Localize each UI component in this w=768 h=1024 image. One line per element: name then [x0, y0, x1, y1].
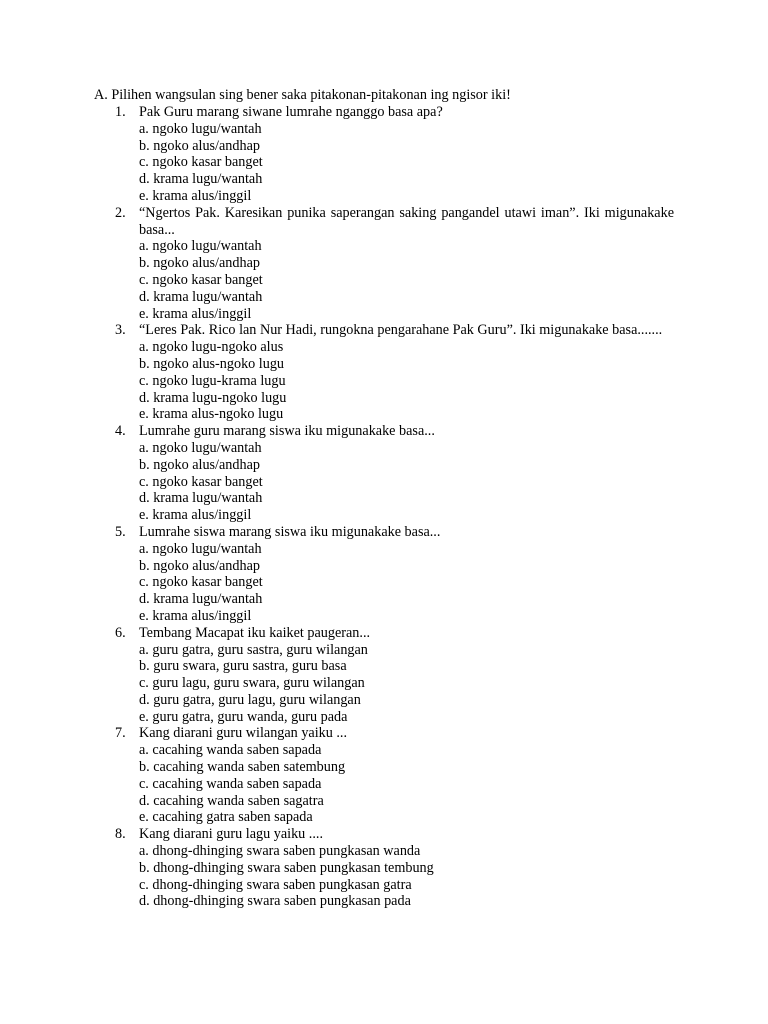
answer-option[interactable]: a. ngoko lugu/wantah: [139, 540, 262, 557]
question-item: [94, 322, 674, 423]
answer-option[interactable]: a. ngoko lugu/wantah: [139, 238, 262, 255]
question-number: 4.: [115, 423, 126, 440]
answer-option[interactable]: c. ngoko lugu-krama lugu: [139, 372, 286, 389]
answer-options: [139, 339, 674, 423]
answer-option[interactable]: b. guru swara, guru sastra, guru basa: [139, 658, 347, 675]
question-item: [94, 104, 674, 205]
answer-option[interactable]: d. krama lugu/wantah: [139, 288, 263, 305]
question-text: Lumrahe siswa marang siswa iku migunakake basa...: [139, 523, 441, 540]
answer-option[interactable]: c. ngoko kasar banget: [139, 154, 263, 171]
answer-option[interactable]: c. dhong-dhinging swara saben pungkasan gatra: [139, 876, 412, 893]
answer-option[interactable]: a. guru gatra, guru sastra, guru wilangan: [139, 641, 368, 658]
answer-option[interactable]: e. krama alus/inggil: [139, 507, 252, 524]
question-text: “Leres Pak. Rico lan Nur Hadi, rungokna pengarahane Pak Guru”. Iki migunakake basa.......: [139, 322, 663, 339]
question-text: Kang diarani guru wilangan yaiku ...: [139, 725, 348, 742]
answer-option[interactable]: e. krama alus-ngoko lugu: [139, 406, 284, 423]
answer-option[interactable]: d. krama lugu/wantah: [139, 490, 263, 507]
question-item: [94, 423, 674, 524]
question-text: Tembang Macapat iku kaiket paugeran...: [139, 624, 371, 641]
answer-option[interactable]: d. dhong-dhinging swara saben pungkasan pada: [139, 893, 411, 910]
answer-option[interactable]: d. krama lugu/wantah: [139, 171, 263, 188]
answer-option[interactable]: a. ngoko lugu-ngoko alus: [139, 339, 284, 356]
answer-option[interactable]: b. ngoko alus/andhap: [139, 557, 260, 574]
answer-option[interactable]: d. krama lugu-ngoko lugu: [139, 389, 287, 406]
question-item: [94, 205, 674, 323]
question-text: “Ngertos Pak. Karesikan punika saperangan saking pangandel utawi iman”. Iki migunakake basa...: [139, 204, 674, 238]
answer-option[interactable]: e. krama alus/inggil: [139, 305, 252, 322]
question-number: 2.: [115, 204, 126, 221]
answer-option[interactable]: c. cacahing wanda saben sapada: [139, 775, 322, 792]
question-number: 5.: [115, 523, 126, 540]
answer-option[interactable]: e. cacahing gatra saben sapada: [139, 809, 313, 826]
answer-option[interactable]: b. ngoko alus-ngoko lugu: [139, 355, 285, 372]
answer-options: [139, 742, 674, 826]
answer-option[interactable]: d. krama lugu/wantah: [139, 591, 263, 608]
answer-options: [139, 121, 674, 205]
answer-options: [139, 440, 674, 524]
answer-option[interactable]: e. krama alus/inggil: [139, 187, 252, 204]
answer-options: [139, 642, 674, 726]
question-text: Kang diarani guru lagu yaiku ....: [139, 826, 323, 843]
answer-option[interactable]: d. guru gatra, guru lagu, guru wilangan: [139, 691, 361, 708]
question-number: 7.: [115, 725, 126, 742]
answer-option[interactable]: a. dhong-dhinging swara saben pungkasan wanda: [139, 843, 421, 860]
question-number: 8.: [115, 826, 126, 843]
answer-options: [139, 541, 674, 625]
question-item: [94, 725, 674, 826]
answer-option[interactable]: c. ngoko kasar banget: [139, 473, 263, 490]
answer-options: [139, 238, 674, 322]
answer-options: [139, 843, 674, 910]
question-text: Lumrahe guru marang siswa iku migunakake basa...: [139, 423, 435, 440]
answer-option[interactable]: c. ngoko kasar banget: [139, 271, 263, 288]
answer-option[interactable]: c. ngoko kasar banget: [139, 574, 263, 591]
question-number: 3.: [115, 322, 126, 339]
question-text: Pak Guru marang siwane lumrahe nganggo basa apa?: [139, 104, 443, 120]
answer-option[interactable]: b. dhong-dhinging swara saben pungkasan tembung: [139, 859, 434, 876]
answer-option[interactable]: b. cacahing wanda saben satembung: [139, 759, 346, 776]
question-number: 6.: [115, 624, 126, 641]
answer-option[interactable]: a. cacahing wanda saben sapada: [139, 742, 322, 759]
answer-option[interactable]: a. ngoko lugu/wantah: [139, 439, 262, 456]
question-item: [94, 826, 674, 910]
answer-option[interactable]: e. guru gatra, guru wanda, guru pada: [139, 708, 348, 725]
answer-option[interactable]: a. ngoko lugu/wantah: [139, 120, 262, 137]
answer-option[interactable]: e. krama alus/inggil: [139, 607, 252, 624]
question-number: 1.: [115, 104, 126, 120]
answer-option[interactable]: b. ngoko alus/andhap: [139, 137, 260, 154]
answer-option[interactable]: b. ngoko alus/andhap: [139, 255, 260, 272]
question-item: [94, 524, 674, 625]
answer-option[interactable]: d. cacahing wanda saben sagatra: [139, 792, 324, 809]
question-item: [94, 625, 674, 726]
answer-option[interactable]: b. ngoko alus/andhap: [139, 456, 260, 473]
question-list: [94, 104, 674, 910]
section-title: A. Pilihen wangsulan sing bener saka pitakonan-pitakonan ing ngisor iki!: [94, 87, 511, 103]
answer-option[interactable]: c. guru lagu, guru swara, guru wilangan: [139, 675, 365, 692]
